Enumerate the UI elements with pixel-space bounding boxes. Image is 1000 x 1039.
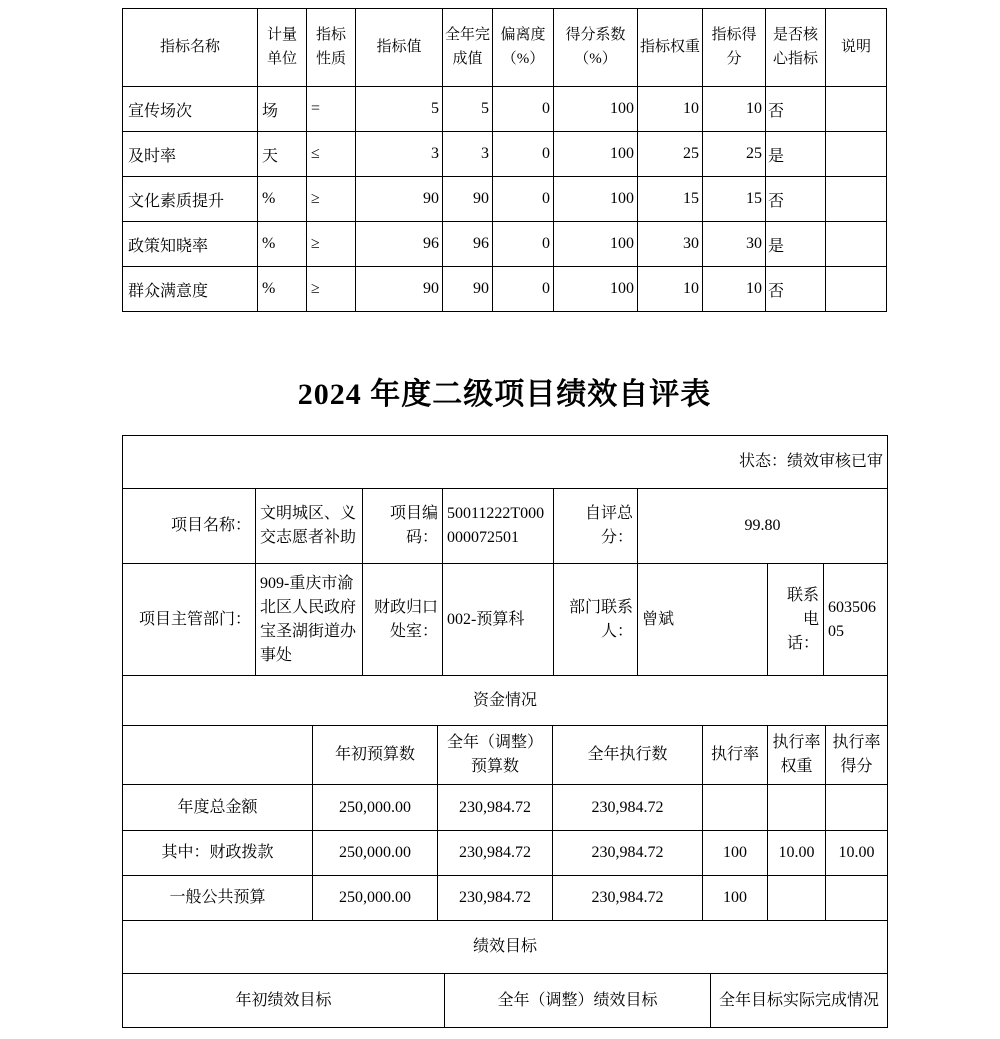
target-cell: 5 [356,87,443,132]
page-title: 2024 年度二级项目绩效自评表 [297,378,712,411]
nature-cell: ≥ [307,177,356,222]
weight-cell: 15 [638,177,703,222]
hdr-unit: 计量单位 [258,9,307,87]
indicator-row [123,87,887,132]
adjusted-budget-cell: 230,984.72 [438,876,553,921]
deviation-cell: 0 [493,267,554,312]
completed-cell: 5 [443,87,493,132]
funding-hdr-initial-budget: 年初预算数 [313,726,438,785]
target-cell: 90 [356,177,443,222]
coef-cell: 100 [554,177,638,222]
rate-score-cell: 10.00 [826,831,888,876]
rate-score-cell [826,876,888,921]
coef-cell: 100 [554,267,638,312]
coef-cell: 100 [554,132,638,177]
competent-dept-label: 项目主管部门： [123,564,256,676]
rate-weight-cell [768,785,826,831]
nature-cell: = [307,87,356,132]
competent-dept-value: 909-重庆市渝北区人民政府宝圣湖街道办事处 [256,564,363,676]
sheet [122,8,887,1028]
indicator-row [123,132,887,177]
unit-cell: 场 [258,87,307,132]
unit-cell: % [258,177,307,222]
weight-cell: 10 [638,267,703,312]
weight-cell: 30 [638,222,703,267]
funding-hdr-exec-rate: 执行率 [703,726,768,785]
exec-rate-cell: 100 [703,831,768,876]
goals-section-title: 绩效目标 [123,921,888,974]
completed-cell: 90 [443,267,493,312]
hdr-completed-value: 全年完成值 [443,9,493,87]
score-cell: 25 [703,132,766,177]
exec-rate-cell: 100 [703,876,768,921]
note-cell [826,222,887,267]
hdr-indicator-name: 指标名称 [123,9,258,87]
hdr-note: 说明 [826,9,887,87]
funding-hdr-rate-weight: 执行率权重 [768,726,826,785]
completed-cell: 3 [443,132,493,177]
hdr-nature: 指标性质 [307,9,356,87]
target-cell: 96 [356,222,443,267]
coef-cell: 100 [554,222,638,267]
hdr-target-value: 指标值 [356,9,443,87]
executed-cell: 230,984.72 [553,876,703,921]
status-badge: 状态：绩效审核已审 [123,436,888,489]
indicator-header-row [123,9,887,87]
self-eval-table [122,435,888,1028]
coef-cell: 100 [554,87,638,132]
hdr-core: 是否核心指标 [766,9,826,87]
funding-row-label: 其中：财政拨款 [123,831,313,876]
hdr-deviation: 偏离度（%） [493,9,554,87]
executed-cell: 230,984.72 [553,831,703,876]
completed-cell: 96 [443,222,493,267]
hdr-weight: 指标权重 [638,9,703,87]
core-cell: 否 [766,87,826,132]
nature-cell: ≥ [307,267,356,312]
project-code-label: 项目编码： [363,489,443,564]
finance-office-label: 财政归口处室： [363,564,443,676]
funding-hdr-adjusted-budget: 全年（调整）预算数 [438,726,553,785]
adjusted-budget-cell: 230,984.72 [438,831,553,876]
funding-hdr-blank [123,726,313,785]
indicator-table [122,8,887,312]
contact-label: 部门联系人： [554,564,638,676]
project-name-label: 项目名称： [123,489,256,564]
exec-rate-cell [703,785,768,831]
unit-cell: % [258,267,307,312]
initial-budget-cell: 250,000.00 [313,831,438,876]
indicator-name-cell: 文化素质提升 [123,177,258,222]
goals-section-row [123,921,888,974]
completed-cell: 90 [443,177,493,222]
project-name-row [123,489,888,564]
funding-row [123,785,888,831]
self-score-label: 自评总分： [554,489,638,564]
phone-value: 60350605 [824,564,888,676]
note-cell [826,87,887,132]
nature-cell: ≤ [307,132,356,177]
funding-section-row [123,676,888,726]
core-cell: 是 [766,222,826,267]
goals-hdr-actual: 全年目标实际完成情况 [711,974,888,1028]
score-cell: 10 [703,87,766,132]
indicator-name-cell: 宣传场次 [123,87,258,132]
target-cell: 90 [356,267,443,312]
hdr-score: 指标得分 [703,9,766,87]
initial-budget-cell: 250,000.00 [313,785,438,831]
funding-row [123,876,888,921]
adjusted-budget-cell: 230,984.72 [438,785,553,831]
deviation-cell: 0 [493,222,554,267]
score-cell: 15 [703,177,766,222]
deviation-cell: 0 [493,177,554,222]
score-cell: 30 [703,222,766,267]
note-cell [826,177,887,222]
indicator-name-cell: 政策知晓率 [123,222,258,267]
indicator-row [123,177,887,222]
funding-row-label: 一般公共预算 [123,876,313,921]
status-row [123,436,888,489]
indicator-name-cell: 及时率 [123,132,258,177]
document-page [0,8,1000,1039]
executed-cell: 230,984.72 [553,785,703,831]
core-cell: 否 [766,177,826,222]
indicator-row [123,222,887,267]
funding-header-row [123,726,888,785]
target-cell: 3 [356,132,443,177]
phone-label: 联系电话： [768,564,824,676]
deviation-cell: 0 [493,87,554,132]
nature-cell: ≥ [307,222,356,267]
initial-budget-cell: 250,000.00 [313,876,438,921]
weight-cell: 10 [638,87,703,132]
core-cell: 是 [766,132,826,177]
funding-hdr-executed: 全年执行数 [553,726,703,785]
project-name-value: 文明城区、义交志愿者补助 [256,489,363,564]
rate-weight-cell: 10.00 [768,831,826,876]
self-score-value: 99.80 [638,489,888,564]
unit-cell: % [258,222,307,267]
indicator-row [123,267,887,312]
deviation-cell: 0 [493,132,554,177]
goals-hdr-adjusted: 全年（调整）绩效目标 [445,974,711,1028]
rate-weight-cell [768,876,826,921]
weight-cell: 25 [638,132,703,177]
funding-row-label: 年度总金额 [123,785,313,831]
project-code-value: 50011222T000000072501 [443,489,554,564]
funding-section-title: 资金情况 [123,676,888,726]
funding-hdr-rate-score: 执行率得分 [826,726,888,785]
core-cell: 否 [766,267,826,312]
contact-value: 曾斌 [638,564,768,676]
indicator-name-cell: 群众满意度 [123,267,258,312]
note-cell [826,132,887,177]
funding-row [123,831,888,876]
note-cell [826,267,887,312]
goals-hdr-initial: 年初绩效目标 [123,974,445,1028]
competent-dept-row [123,564,888,676]
hdr-score-coef: 得分系数（%） [554,9,638,87]
finance-office-value: 002-预算科 [443,564,554,676]
rate-score-cell [826,785,888,831]
goals-header-row [123,974,888,1028]
score-cell: 10 [703,267,766,312]
unit-cell: 天 [258,132,307,177]
